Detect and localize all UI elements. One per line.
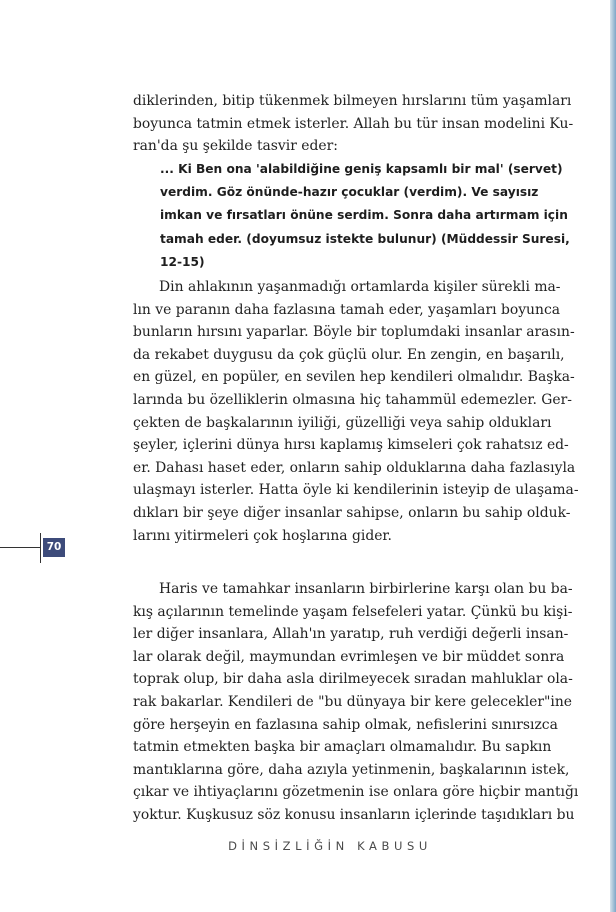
text-line: da rekabet duygusu da çok güçlü olur. En zengin, en başarılı, xyxy=(133,346,565,363)
page-number: 70 xyxy=(43,538,65,557)
paragraph-1 xyxy=(133,90,574,158)
quote-line: tamah eder. (doyumsuz istekte bulunur) (Müddessir Suresi, xyxy=(160,231,570,246)
running-footer: DİNSİZLİĞİN KABUSU xyxy=(228,839,432,853)
text-line: Din ahlakının yaşanmadığı ortamlarda kişiler sürekli ma- xyxy=(159,279,561,295)
text-line: çekten de başkalarının iyiliği, güzelliği veya sahip oldukları xyxy=(133,414,552,431)
text-line: larında bu özelliklerin olmasına hiç tahammül edemezler. Ger- xyxy=(133,391,572,408)
paragraph-2 xyxy=(133,276,579,547)
text-line: diklerinden, bitip tükenmek bilmeyen hırslarını tüm yaşamları xyxy=(133,93,572,109)
text-line: şeyler, içlerini dünya hırsı kaplamış kimseleri çok rahatsız ed- xyxy=(133,437,569,454)
text-line: kış açılarının temelinde yaşam felsefeleri yatar. Çünkü bu kişi- xyxy=(133,603,573,620)
text-line: ulaşmayı isterler. Hatta öyle ki kendilerinin isteyip de ulaşama- xyxy=(133,482,579,499)
text-line: er. Dahası haset eder, onların sahip olduklarına daha fazlasıyla xyxy=(133,459,576,476)
quote-line: imkan ve fırsatları önüne serdim. Sonra daha artırmam için xyxy=(160,208,568,223)
text-line: lar olarak değil, maymundan evrimleşen ve bir müddet sonra xyxy=(133,648,565,665)
text-line: larını yitirmeleri çok hoşlarına gider. xyxy=(133,527,392,544)
text-line: Haris ve tamahkar insanların birbirlerine karşı olan bu ba- xyxy=(159,581,573,597)
text-line: ran'da şu şekilde tasvir eder: xyxy=(133,138,338,155)
text-line: tatmin etmekten başka bir amaçları olmamalıdır. Bu sapkın xyxy=(133,739,552,756)
marker-horizontal-rule xyxy=(0,547,40,548)
quran-quote xyxy=(160,158,570,274)
text-line: mantıklarına göre, daha azıyla yetinmenin, başkalarının istek, xyxy=(133,761,570,778)
quote-line: 12-15) xyxy=(160,254,205,269)
quote-line: verdim. Göz önünde-hazır çocuklar (verdim). Ve sayısız xyxy=(160,185,539,200)
paragraph-3 xyxy=(133,578,579,827)
text-line: boyunca tatmin etmek isterler. Allah bu tür insan modelini Ku- xyxy=(133,115,574,132)
text-line: dıkları bir şeye diğer insanlar sahipse, onların bu sahip olduk- xyxy=(133,504,571,521)
text-line: ler diğer insanlara, Allah'ın yaratıp, ruh verdiği değerli insan- xyxy=(133,626,569,643)
text-line: yoktur. Kuşkusuz söz konusu insanların içlerinde taşıdıkları bu xyxy=(133,806,575,823)
page-number-marker xyxy=(0,533,62,563)
text-line: göre herşeyin en fazlasına sahip olmak, nefislerini sınırsızca xyxy=(133,716,558,733)
text-line: bunların hırsını yaparlar. Böyle bir toplumdaki insanlar arasın- xyxy=(133,324,575,341)
quote-line: ... Ki Ben ona 'alabildiğine geniş kapsamlı bir mal' (servet) xyxy=(160,162,563,176)
text-line: toprak olup, bir daha asla dirilmeyecek sıradan mahluklar ola- xyxy=(133,671,573,688)
text-line: en güzel, en popüler, en sevilen hep kendileri olmalıdır. Başka- xyxy=(133,369,575,386)
marker-vertical-rule xyxy=(40,533,41,563)
text-line: rak bakarlar. Kendileri de "bu dünyaya bir kere gelecekler"ine xyxy=(133,693,573,710)
text-line: çıkar ve ihtiyaçlarını gözetmenin ise onlara göre hiçbir mantığı xyxy=(133,784,579,801)
page-edge-strip xyxy=(610,0,616,912)
text-line: lın ve paranın daha fazlasına tamah eder, yaşamları boyunca xyxy=(133,301,561,318)
